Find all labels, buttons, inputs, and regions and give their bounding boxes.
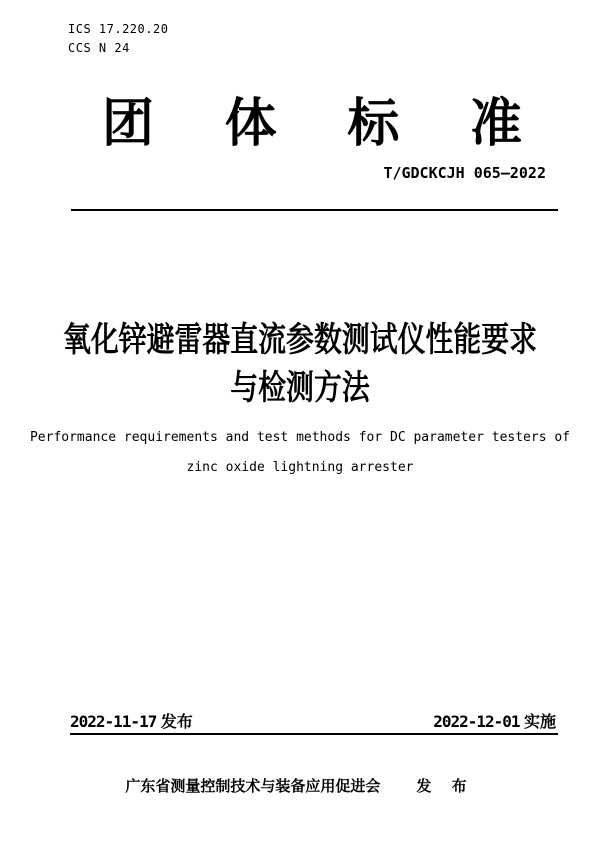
- implementation-label: 实施: [523, 714, 556, 731]
- ics-code: ICS 17.220.20: [68, 22, 169, 36]
- publisher-row: [0, 775, 600, 796]
- bottom-rule: [70, 733, 558, 735]
- publisher-name: 广东省测量控制技术与装备应用促进会: [125, 778, 381, 795]
- top-rule: [71, 209, 558, 211]
- title-chinese-line2: 与检测方法: [230, 369, 370, 407]
- doc-type-char: 体: [224, 95, 277, 153]
- title-chinese: [0, 316, 600, 412]
- title-english-line2: zinc oxide lightning arrester: [186, 460, 414, 475]
- doc-type-char: 准: [469, 95, 522, 153]
- title-chinese-line1: 氧化锌避雷器直流参数测试仪性能要求: [63, 321, 537, 359]
- title-english: [0, 423, 600, 483]
- issue-label: 发布: [160, 714, 193, 731]
- ccs-code: CCS N 24: [68, 41, 130, 55]
- classification-codes: [68, 20, 168, 58]
- doc-type-title: [102, 95, 522, 153]
- title-english-line1: Performance requirements and test methods for DC parameter testers of: [29, 430, 571, 445]
- implementation-date-group: [433, 709, 556, 732]
- standard-number: T/GDCKCJH 065—2022: [383, 164, 546, 182]
- implementation-date: 2022-12-01: [433, 712, 520, 731]
- issue-date: 2022-11-17: [70, 712, 157, 731]
- doc-type-char: 团: [102, 95, 155, 153]
- dates-row: [70, 709, 556, 732]
- doc-type-char: 标: [347, 95, 400, 153]
- publish-label: 发 布: [416, 778, 475, 795]
- issue-date-group: [70, 709, 193, 732]
